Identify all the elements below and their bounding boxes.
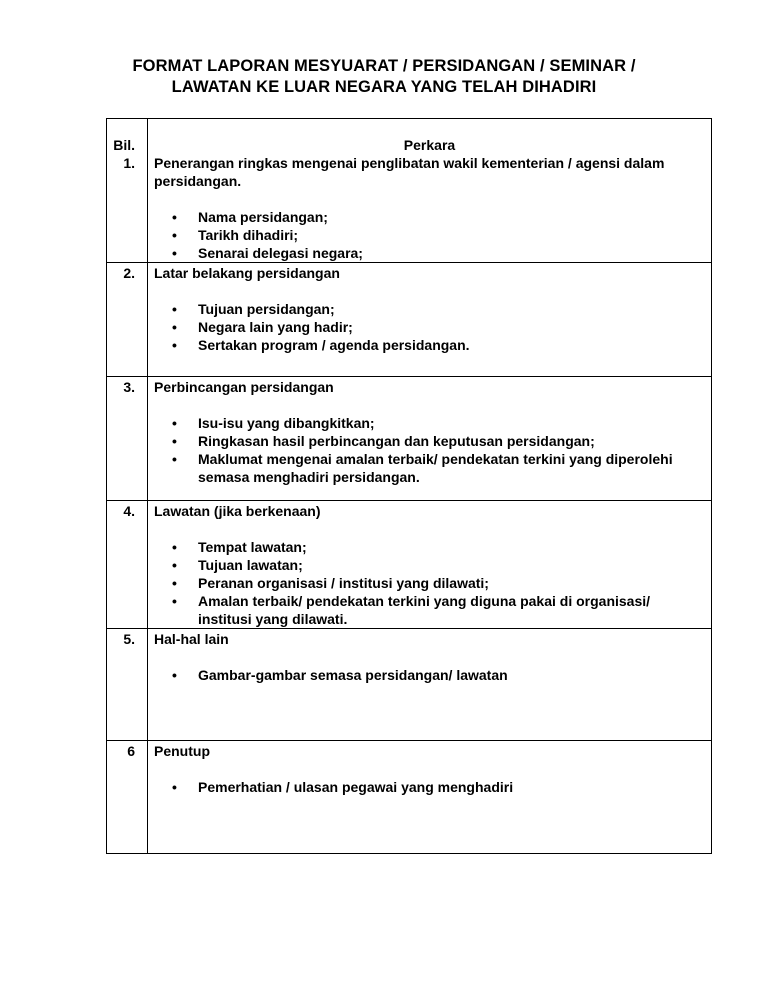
bullet-list — [154, 300, 705, 354]
title-line-2: LAWATAN KE LUAR NEGARA YANG TELAH DIHADIRI — [171, 78, 597, 96]
perkara-cell — [148, 119, 712, 263]
row-title: Penutup — [154, 743, 210, 759]
report-format-table — [106, 118, 712, 854]
list-item: • Amalan terbaik/ pendekatan terkini yang diguna pakai di organisasi/ institusi yang dilawati. — [154, 592, 705, 628]
table-row — [107, 629, 712, 741]
bil-cell — [107, 741, 148, 854]
list-item: • Tempat lawatan; — [154, 538, 705, 556]
list-item: • Maklumat mengenai amalan terbaik/ pendekatan terkini yang diperolehi semasa menghadiri persidangan. — [154, 450, 705, 486]
row-number: 2. — [123, 265, 135, 281]
bullet-list — [154, 778, 705, 796]
table-row — [107, 119, 712, 263]
bil-cell — [107, 501, 148, 629]
document-title — [0, 56, 768, 98]
row-title: Lawatan (jika berkenaan) — [154, 503, 321, 519]
table-row — [107, 741, 712, 854]
list-item: • Tarikh dihadiri; — [154, 226, 705, 244]
list-item: • Nama persidangan; — [154, 208, 705, 226]
bil-cell — [107, 377, 148, 501]
list-item: • Pemerhatian / ulasan pegawai yang menghadiri — [154, 778, 705, 796]
bullet-list — [154, 538, 705, 628]
perkara-header: Perkara — [403, 137, 456, 153]
row-title: Perbincangan persidangan — [154, 379, 334, 395]
perkara-cell — [148, 377, 712, 501]
title-line-1: FORMAT LAPORAN MESYUARAT / PERSIDANGAN / SEMINAR / — [132, 57, 636, 75]
bil-header: Bil. — [113, 137, 135, 153]
list-item: • Senarai delegasi negara; — [154, 244, 705, 262]
list-item: • Isu-isu yang dibangkitkan; — [154, 414, 705, 432]
bil-cell — [107, 263, 148, 377]
bullet-list — [154, 666, 705, 684]
list-item: • Tujuan persidangan; — [154, 300, 705, 318]
row-number: 3. — [123, 379, 135, 395]
row-number: 4. — [123, 503, 135, 519]
bil-cell — [107, 629, 148, 741]
list-item: • Ringkasan hasil perbincangan dan keputusan persidangan; — [154, 432, 705, 450]
table-row — [107, 377, 712, 501]
row-title: Latar belakang persidangan — [154, 265, 340, 281]
bullet-list — [154, 414, 705, 486]
list-item: • Peranan organisasi / institusi yang dilawati; — [154, 574, 705, 592]
row-number: 1. — [123, 155, 135, 171]
perkara-cell — [148, 263, 712, 377]
list-item: • Tujuan lawatan; — [154, 556, 705, 574]
bullet-list — [154, 208, 705, 262]
bil-cell — [107, 119, 148, 263]
list-item: • Negara lain yang hadir; — [154, 318, 705, 336]
perkara-cell — [148, 741, 712, 854]
list-item: • Gambar-gambar semasa persidangan/ lawatan — [154, 666, 705, 684]
table-row — [107, 263, 712, 377]
perkara-cell — [148, 629, 712, 741]
row-number: 5. — [123, 631, 135, 647]
row-title: Penerangan ringkas mengenai penglibatan wakil kementerian / agensi dalam persidangan. — [154, 155, 665, 189]
table-row — [107, 501, 712, 629]
row-title: Hal-hal lain — [154, 631, 229, 647]
perkara-cell — [148, 501, 712, 629]
row-number: 6 — [127, 743, 135, 759]
list-item: • Sertakan program / agenda persidangan. — [154, 336, 705, 354]
